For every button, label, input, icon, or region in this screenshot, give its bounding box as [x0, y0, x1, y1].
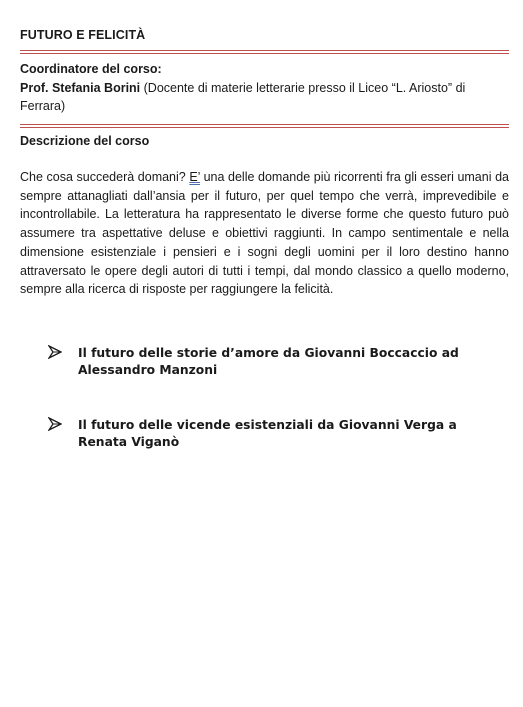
topic-text: Il futuro delle vicende esistenziali da Giovanni Verga a Renata Viganò [78, 418, 457, 449]
coordinator-details: (Docente di materie letterarie presso il Liceo “L. Ariosto” di Ferrara) [20, 81, 466, 113]
spellcheck-marked-word: E’ [189, 170, 200, 184]
description-text-start: Che cosa succederà domani? [20, 170, 190, 184]
coordinator-label: Coordinatore del corso: [20, 62, 162, 76]
arrow-bullet-icon [48, 417, 62, 431]
arrow-bullet-icon [48, 345, 62, 359]
coordinator-name: Prof. Stefania Borini [20, 81, 141, 95]
topic-text: Il futuro delle storie d’amore da Giovanni Boccaccio ad Alessandro Manzoni [78, 346, 459, 377]
document-title: FUTURO E FELICITÀ [20, 28, 146, 42]
description-paragraph [20, 168, 509, 299]
description-label: Descrizione del corso [20, 134, 150, 148]
description-text-rest: una delle domande più ricorrenti fra gli esseri umani da sempre attanagliati dall’ansia per il futuro, per quel tempo che verrà, imprevedibile e incontrollabile. La letteratura ha rappresentato le diverse forme che questo futuro può assumere tra aspettative deluse e obiettivi raggiunti. In campo sentimentale e nella dimensione esistenziale i pensieri e i sogni degli uomini per il loro destino hanno attraversato le opere degli autori di tutti i tempi, dal mondo classico a quello moderno, sempre alla ricerca di risposte per raggiungere la felicità. [20, 170, 509, 297]
section-divider [20, 124, 509, 128]
coordinator-info [20, 80, 509, 115]
section-divider [20, 50, 509, 54]
